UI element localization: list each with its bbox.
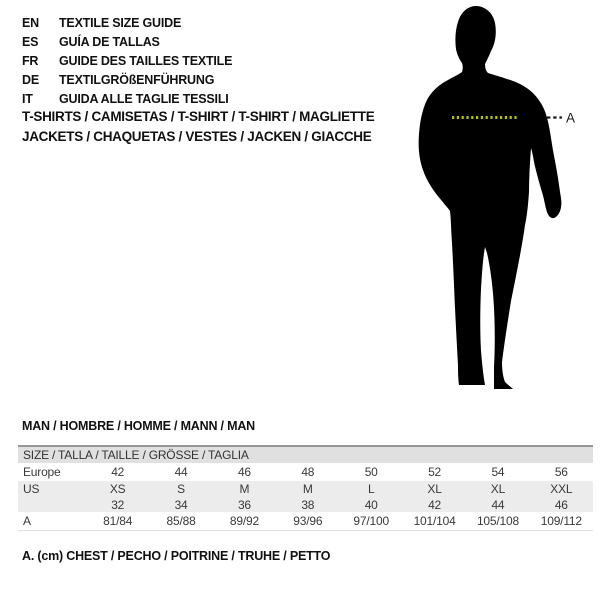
table-cell: 36	[237, 497, 251, 512]
language-code: IT	[22, 92, 33, 106]
table-cell: 42	[111, 465, 125, 479]
language-label: GUÍA DE TALLAS	[59, 35, 160, 49]
table-cell: 105/108	[476, 514, 519, 528]
language-label: GUIDA ALLE TAGLIE TESSILI	[59, 92, 229, 106]
language-row	[22, 71, 232, 90]
table-cell: XS	[109, 482, 126, 496]
table-cell: XL	[427, 482, 442, 496]
table-cell: 81/84	[103, 514, 133, 528]
table-row-europe	[18, 463, 593, 481]
language-row	[22, 52, 232, 71]
table-cell: 32	[111, 497, 125, 512]
table-cell: 52	[428, 465, 442, 479]
row-label: US	[23, 482, 40, 496]
language-code: EN	[22, 16, 39, 30]
table-cell: XXL	[550, 482, 573, 496]
table-cell: 48	[301, 465, 315, 479]
table-cell: 42	[428, 497, 442, 512]
gender-heading: MAN / HOMBRE / HOMME / MANN / MAN	[22, 419, 255, 433]
table-row-us-numeric	[18, 497, 593, 512]
table-cell: 34	[174, 497, 188, 512]
language-code: ES	[22, 35, 39, 49]
table-cell: 93/96	[293, 514, 323, 528]
language-code: FR	[22, 54, 39, 68]
category-line-tshirts: T-SHIRTS / CAMISETAS / T-SHIRT / T-SHIRT / MAGLIETTE	[22, 109, 375, 124]
table-cell: 109/112	[540, 514, 582, 528]
table-cell: 40	[364, 497, 378, 512]
table-cell: M	[302, 482, 313, 496]
table-cell: XL	[490, 482, 506, 496]
language-label: TEXTILE SIZE GUIDE	[59, 16, 182, 30]
language-label: GUIDE DES TAILLES TEXTILE	[59, 54, 233, 68]
table-row-chest	[18, 512, 593, 531]
measurement-footnote: A. (cm) CHEST / PECHO / POITRINE / TRUHE / PETTO	[22, 549, 331, 563]
table-cell: S	[177, 482, 185, 496]
category-heading	[22, 107, 374, 147]
size-table-header: SIZE / TALLA / TAILLE / GRÖSSE / TAGLIA	[18, 445, 593, 463]
row-label: Europe	[23, 465, 61, 479]
table-cell: 46	[237, 465, 251, 479]
table-cell: M	[239, 482, 250, 496]
table-cell: 38	[301, 497, 315, 512]
table-cell: 54	[491, 465, 505, 479]
language-row	[22, 14, 232, 33]
language-row	[22, 33, 232, 52]
language-code: DE	[22, 73, 39, 87]
table-cell: L	[367, 482, 375, 496]
table-cell: 97/100	[353, 514, 389, 528]
table-cell: 50	[364, 465, 378, 479]
measure-label-a: A	[566, 110, 576, 126]
table-cell: 85/88	[166, 514, 196, 528]
row-label: A	[23, 514, 31, 528]
table-cell: 44	[174, 465, 188, 479]
language-list	[22, 14, 232, 109]
man-silhouette	[395, 0, 600, 400]
size-table	[18, 445, 593, 531]
language-label: TEXTILGRÖßENFÜHRUNG	[59, 73, 215, 87]
category-line-jackets: JACKETS / CHAQUETAS / VESTES / JACKEN / GIACCHE	[22, 129, 372, 144]
table-cell: 89/92	[229, 514, 259, 528]
table-cell: 44	[491, 497, 505, 512]
man-silhouette-path	[419, 6, 562, 389]
table-cell: 56	[554, 465, 568, 479]
table-cell: 46	[554, 497, 568, 512]
table-cell: 101/104	[413, 514, 456, 528]
table-row-us	[18, 481, 593, 497]
